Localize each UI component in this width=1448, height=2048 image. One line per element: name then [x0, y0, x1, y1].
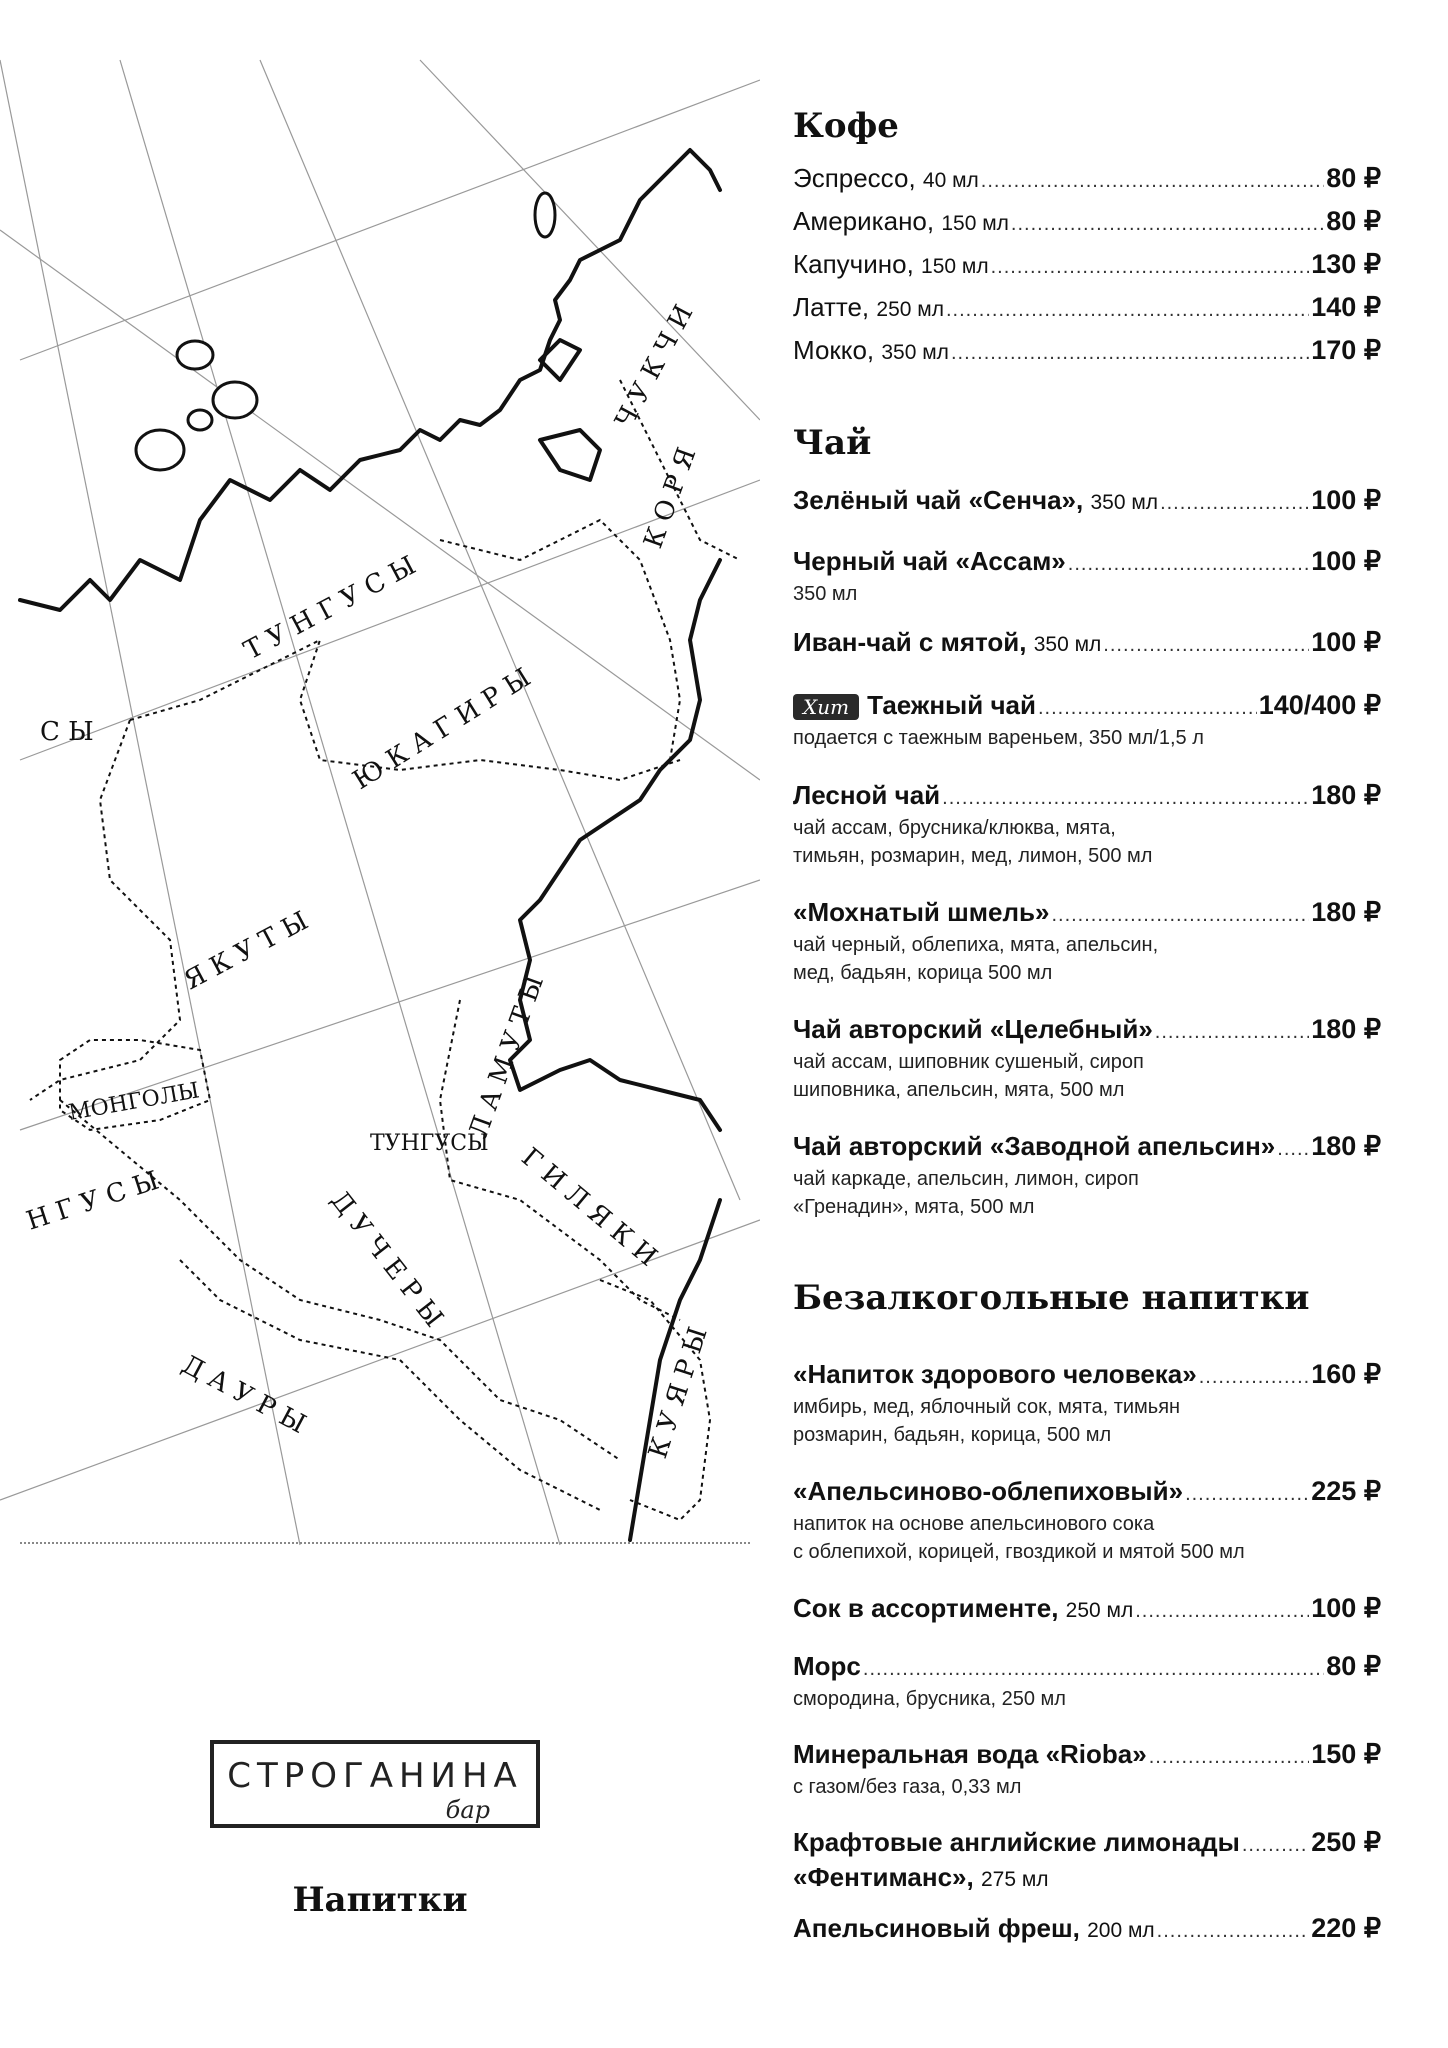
- item-name: «Апельсиново-облепиховый»: [793, 1476, 1184, 1506]
- item-description: с газом/без газа, 0,33 мл: [793, 1776, 1022, 1798]
- menu-item: [793, 1475, 1381, 1566]
- item-volume: 150 мл: [921, 255, 989, 278]
- menu-item: [793, 291, 1381, 326]
- item-volume: 275 мл: [980, 1868, 1049, 1891]
- item-name: Таежный чай: [867, 690, 1036, 720]
- item-name: «Мохнатый шмель»: [793, 897, 1050, 927]
- item-name: Крафтовые английские лимонады: [793, 1827, 1240, 1857]
- item-description: мед, бадьян, корица 500 мл: [793, 962, 1053, 984]
- menu-item: [793, 626, 1381, 661]
- item-name: Чай авторский «Заводной апельсин»: [793, 1131, 1276, 1161]
- map-label-mongoly: МОНГОЛЫ: [66, 1078, 202, 1126]
- item-name: Черный чай «Ассам»: [793, 546, 1066, 576]
- map-labels: [23, 300, 714, 1462]
- item-name: Апельсиновый фреш,: [793, 1913, 1080, 1943]
- map-label-lamuty: Л А М У Т Ы: [463, 971, 551, 1143]
- item-description: шиповника, апельсин, мята, 500 мл: [793, 1079, 1125, 1101]
- item-volume: 250 мл: [876, 298, 944, 321]
- item-description: подается с таежным вареньем, 350 мл/1,5 л: [793, 727, 1204, 749]
- item-volume: 250 мл: [1065, 1599, 1134, 1622]
- item-volume: 40 мл: [922, 169, 979, 192]
- item-description: смородина, брусника, 250 мл: [793, 1688, 1066, 1710]
- item-name: Сок в ассортименте,: [793, 1593, 1059, 1623]
- item-description: чай ассам, брусника/клюква, мята,: [793, 817, 1116, 839]
- menu-item: [793, 205, 1381, 240]
- item-description: с облепихой, корицей, гвоздикой и мятой 500 мл: [793, 1541, 1245, 1563]
- map-label-kuyary: К У Я Р Ы: [643, 1323, 714, 1463]
- item-price: 100 ₽: [1311, 485, 1381, 515]
- menu-item: [793, 1358, 1381, 1449]
- map-label-gilyaki: Г И Л Я К И: [515, 1142, 663, 1273]
- item-volume: 350 мл: [881, 341, 949, 364]
- menu-item: [793, 896, 1381, 987]
- item-price: 160 ₽: [1311, 1359, 1381, 1389]
- item-price: 180 ₽: [1311, 1131, 1381, 1161]
- menu-item: [793, 1738, 1381, 1801]
- item-description: чай черный, облепиха, мята, апельсин,: [793, 934, 1159, 956]
- item-price: 170 ₽: [1311, 335, 1381, 365]
- item-name-line2: «Фентиманс»,: [793, 1862, 974, 1892]
- item-name: Капучино,: [793, 249, 914, 279]
- historical-map: [0, 0, 760, 1560]
- menu-item: [793, 779, 1381, 870]
- item-name: Эспрессо,: [793, 163, 916, 193]
- item-name: Американо,: [793, 206, 935, 236]
- item-price: 80 ₽: [1326, 1651, 1381, 1681]
- map-label-chukchi: Ч У К Ч И: [609, 300, 700, 434]
- menu-item: [793, 689, 1381, 752]
- item-description: «Гренадин», мята, 500 мл: [793, 1196, 1035, 1218]
- item-price: 80 ₽: [1326, 163, 1381, 193]
- item-price: 220 ₽: [1311, 1913, 1381, 1943]
- section-title-soft-drinks: Безалкогольные напитки: [793, 1278, 1310, 1318]
- item-name: Иван-чай с мятой,: [793, 627, 1027, 657]
- item-price: 180 ₽: [1311, 1014, 1381, 1044]
- item-volume: 350 мл: [1033, 633, 1102, 656]
- menu-item: [793, 334, 1381, 369]
- menu-item: [793, 1826, 1381, 1896]
- map-label-sy: С Ы: [40, 717, 94, 747]
- item-name: Лесной чай: [793, 780, 941, 810]
- item-price: 225 ₽: [1311, 1476, 1381, 1506]
- item-name: Зелёный чай «Сенча»,: [793, 485, 1084, 515]
- item-description: имбирь, мед, яблочный сок, мята, тимьян: [793, 1396, 1181, 1418]
- menu-item: [793, 1013, 1381, 1104]
- menu-item: [793, 1592, 1381, 1627]
- item-description: чай ассам, шиповник сушеный, сироп: [793, 1051, 1144, 1073]
- item-price: 180 ₽: [1311, 780, 1381, 810]
- item-volume: 350 мл: [1090, 491, 1159, 514]
- item-price: 80 ₽: [1326, 206, 1381, 236]
- map-label-yakuty: Я К У Т Ы: [179, 905, 314, 997]
- brand-logo: [210, 1740, 540, 1828]
- map-bottom-divider: [20, 1542, 750, 1544]
- hit-badge: Хит: [793, 694, 859, 720]
- item-volume: 200 мл: [1087, 1919, 1155, 1942]
- item-name: Минеральная вода «Rioba»: [793, 1739, 1147, 1769]
- item-price: 150 ₽: [1311, 1739, 1381, 1769]
- menu-item: [793, 1650, 1381, 1713]
- item-price: 180 ₽: [1311, 897, 1381, 927]
- menu-item: [793, 162, 1381, 197]
- map-label-ngusy: Н Г У С Ы: [22, 1165, 163, 1237]
- item-name: Мокко,: [793, 335, 875, 365]
- menu-item: [793, 248, 1381, 283]
- item-description: тимьян, розмарин, мед, лимон, 500 мл: [793, 845, 1153, 867]
- map-label-tungusy-mid: ТУНГУСЫ: [370, 1131, 489, 1156]
- item-description: розмарин, бадьян, корица, 500 мл: [793, 1424, 1112, 1446]
- map-label-tungusy-top: Т У Н Г У С Ы: [239, 550, 421, 667]
- logo-subtitle: бар: [438, 1796, 498, 1824]
- section-title-coffee: Кофе: [793, 106, 899, 146]
- map-label-kor: К О Р Я: [638, 443, 703, 553]
- item-name: «Напиток здорового человека»: [793, 1359, 1197, 1389]
- section-title-tea: Чай: [793, 423, 872, 463]
- item-description: напиток на основе апельсинового сока: [793, 1513, 1155, 1535]
- item-price: 130 ₽: [1311, 249, 1381, 279]
- map-label-daury: Д А У Р Ы: [176, 1349, 311, 1440]
- map-label-yukagiry: Ю К А Г И Р Ы: [347, 662, 537, 796]
- item-name: Латте,: [793, 292, 870, 322]
- menu-item: [793, 545, 1381, 608]
- item-name: Чай авторский «Целебный»: [793, 1014, 1153, 1044]
- menu-item: [793, 1912, 1381, 1947]
- item-price: 100 ₽: [1311, 546, 1381, 576]
- menu-item: [793, 1130, 1381, 1221]
- item-name: Морс: [793, 1651, 861, 1681]
- logo-wordmark: СТРОГАНИНА: [227, 1756, 523, 1796]
- item-price: 250 ₽: [1311, 1827, 1381, 1857]
- page-caption: Напитки: [292, 1880, 468, 1920]
- menu-item: [793, 484, 1381, 519]
- item-price: 140/400 ₽: [1258, 690, 1381, 720]
- item-description: чай каркаде, апельсин, лимон, сироп: [793, 1168, 1139, 1190]
- item-price: 140 ₽: [1311, 292, 1381, 322]
- item-price: 100 ₽: [1311, 627, 1381, 657]
- item-volume: 150 мл: [941, 212, 1009, 235]
- map-label-duchery: Д У Ч Е Р Ы: [324, 1185, 449, 1334]
- item-description: 350 мл: [793, 583, 858, 605]
- item-price: 100 ₽: [1311, 1593, 1381, 1623]
